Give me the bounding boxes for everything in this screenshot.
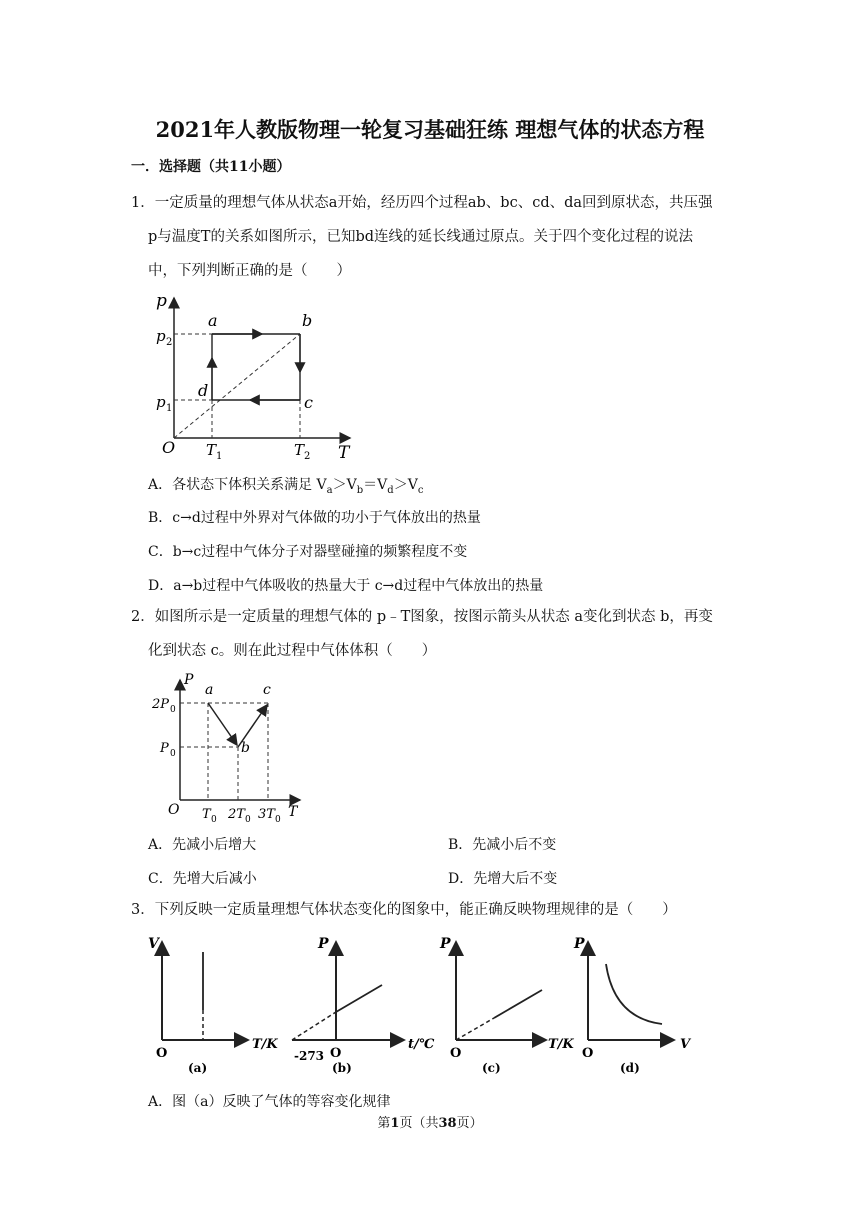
q2-point-b: b — [241, 740, 250, 756]
q2-label-T0: T — [202, 807, 211, 822]
q1-label-T2: T — [294, 441, 305, 459]
q1-line1: 1．一定质量的理想气体从状态a开始，经历四个过程ab、bc、cd、da回到原状态，共压强 — [131, 195, 713, 211]
svg-text:O: O — [330, 1046, 342, 1061]
q2-axis-T: T — [288, 804, 298, 820]
q1-point-a: a — [208, 311, 218, 330]
page-number: 1 — [390, 1116, 400, 1131]
q1-origin: O — [162, 438, 176, 457]
q1-point-d: d — [198, 381, 209, 400]
q1-label-p2: p — [156, 327, 166, 345]
svg-text:0: 0 — [275, 815, 281, 825]
svg-text:0: 0 — [245, 815, 251, 825]
svg-text:0: 0 — [211, 815, 217, 825]
svg-text:t/℃: t/℃ — [408, 1037, 435, 1052]
svg-text:0: 0 — [170, 705, 176, 715]
q2-label-P0: P — [160, 741, 169, 756]
q1-axis-p: p — [156, 291, 167, 311]
q2-label-2T0: 2T — [228, 807, 245, 822]
q2-line1: 2．如图所示是一定质量的理想气体的 p﹣T图象，按图示箭头从状态 a变化到状态 b，再变 — [131, 609, 713, 625]
q2-label-2P0: 2P — [152, 697, 170, 712]
q1-option-c[interactable]: C．b→c过程中气体分子对器壁碰撞的频繁程度不变 — [148, 544, 468, 560]
svg-text:O: O — [156, 1046, 168, 1061]
svg-text:1: 1 — [216, 451, 223, 462]
q1-line2: p与温度T的关系如图所示，已知bd连线的延长线通过原点。关于四个变化过程的说法 — [148, 229, 694, 245]
q3-figure-d — [573, 936, 692, 1075]
q1-point-c: c — [304, 393, 313, 412]
q3-line1: 3．下列反映一定质量理想气体状态变化的图象中，能正确反映物理规律的是（ ） — [131, 902, 677, 918]
q1-label-T1: T — [206, 441, 217, 459]
q2-option-b[interactable]: B．先减小后不变 — [448, 837, 557, 853]
q1-pT-figure — [150, 288, 360, 463]
q2-option-c[interactable]: C．先增大后减小 — [148, 871, 257, 887]
q1-option-b[interactable]: B．c→d过程中外界对气体做的功小于气体放出的热量 — [148, 510, 481, 526]
svg-text:V: V — [148, 936, 159, 952]
q1-option-a[interactable]: A．各状态下体积关系满足 $V_a>V_b=V_d>V_c$ — [148, 477, 424, 496]
q2-option-a[interactable]: A．先减小后增大 — [148, 837, 257, 853]
svg-text:(d): (d) — [620, 1061, 640, 1075]
q2-axis-P: P — [184, 672, 194, 688]
q2-point-c: c — [263, 682, 271, 698]
svg-text:2: 2 — [166, 337, 173, 348]
svg-text:P: P — [574, 936, 585, 952]
svg-text:-273: -273 — [294, 1049, 325, 1063]
svg-text:O: O — [450, 1046, 462, 1061]
q2-pT-figure — [150, 670, 310, 828]
svg-text:(c): (c) — [482, 1061, 501, 1075]
q1-label-p1: p — [156, 393, 166, 411]
svg-text:2: 2 — [304, 451, 311, 462]
q2-origin: O — [168, 802, 180, 818]
q3-option-a[interactable]: A．图（a）反映了气体的等容变化规律 — [148, 1094, 391, 1110]
q2-point-a: a — [205, 682, 214, 698]
svg-text:0: 0 — [170, 749, 176, 759]
svg-text:O: O — [582, 1046, 594, 1061]
svg-text:1: 1 — [166, 403, 173, 414]
page-total: 38 — [438, 1116, 457, 1131]
document-title: 2021年人教版物理一轮复习基础狂练 理想气体的状态方程 — [155, 117, 705, 142]
q3-figures — [146, 930, 696, 1080]
svg-text:P: P — [440, 936, 451, 952]
q3-figure-a — [148, 936, 278, 1075]
svg-text:P: P — [318, 936, 329, 952]
q3-figure-c — [439, 936, 574, 1075]
q2-label-3T0: 3T — [258, 807, 275, 822]
svg-text:(b): (b) — [332, 1061, 352, 1075]
q1-axis-T: T — [338, 443, 350, 463]
q2-line2: 化到状态 c。则在此过程中气体体积（ ） — [148, 643, 437, 659]
svg-text:(a): (a) — [188, 1061, 208, 1075]
section-heading: 一．选择题（共11小题） — [131, 159, 291, 175]
svg-text:T/K: T/K — [252, 1037, 278, 1052]
q3-figure-b — [292, 936, 435, 1075]
q2-option-d[interactable]: D．先增大后不变 — [448, 871, 558, 887]
svg-text:T/K: T/K — [548, 1037, 574, 1052]
q1-option-d[interactable]: D．a→b过程中气体吸收的热量大于 c→d过程中气体放出的热量 — [148, 578, 544, 594]
q1-point-b: b — [302, 311, 313, 330]
q1-line3: 中，下列判断正确的是（ ） — [148, 263, 351, 279]
page-footer: 第1页（共38页） — [377, 1116, 483, 1131]
svg-text:V: V — [680, 1037, 691, 1052]
